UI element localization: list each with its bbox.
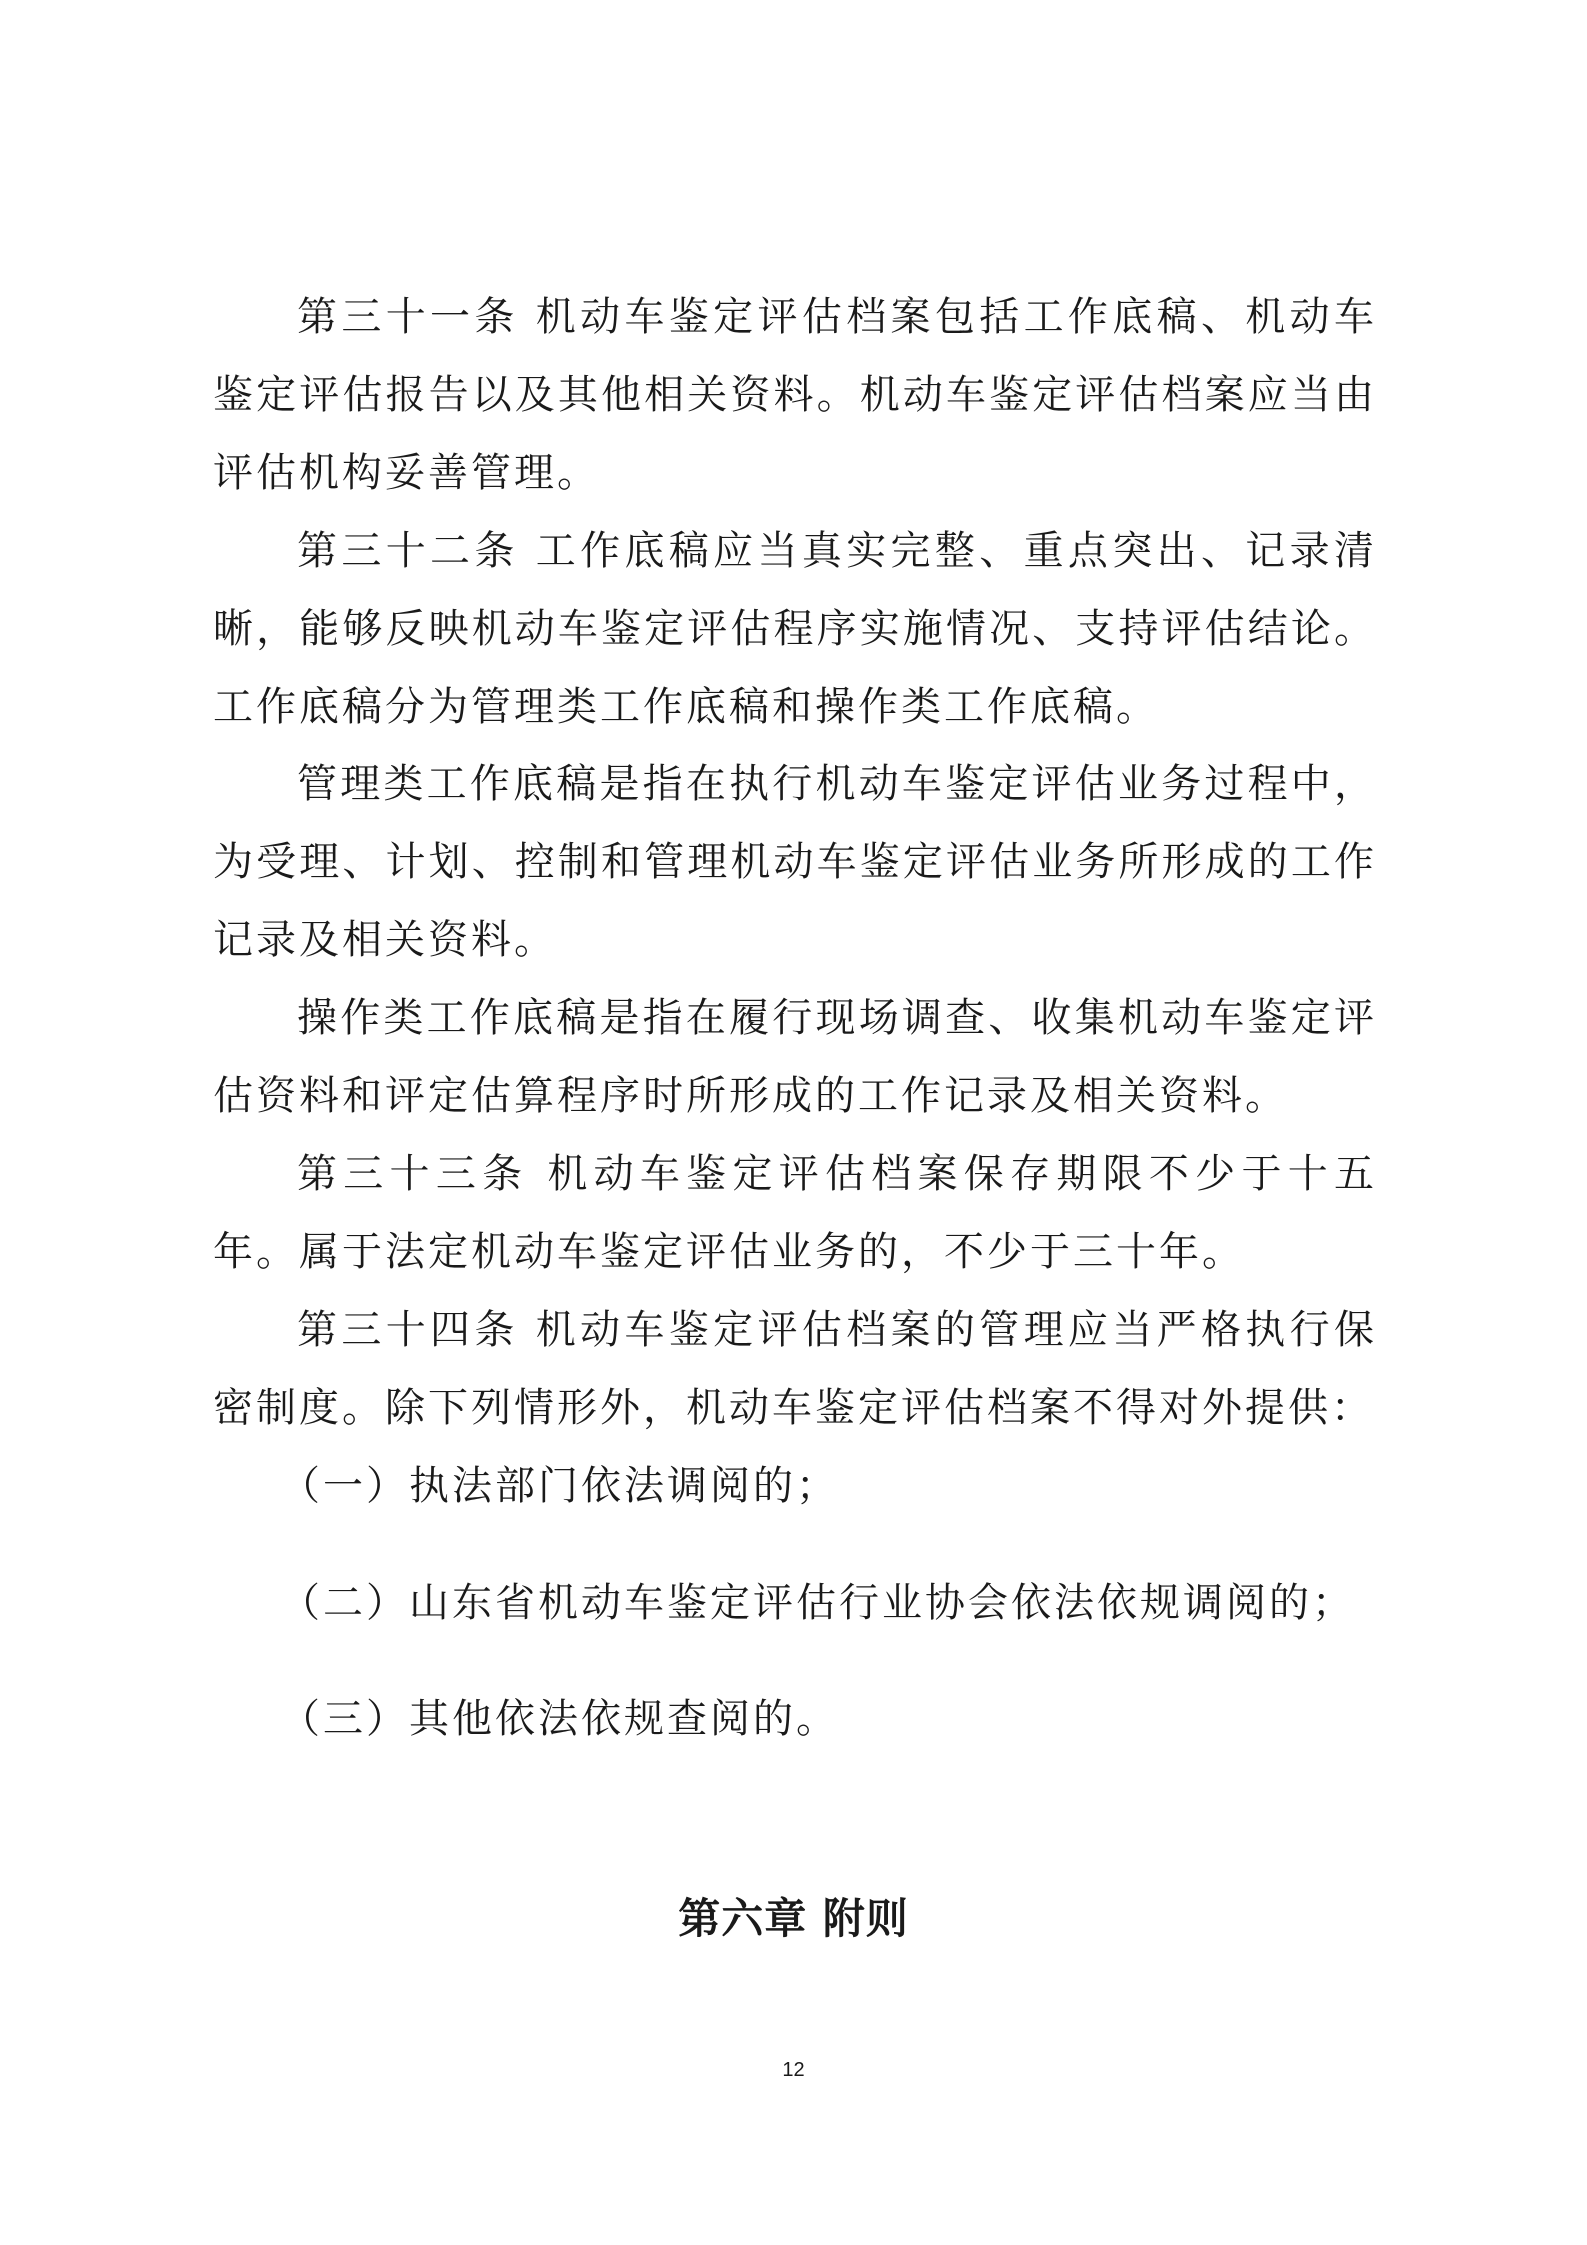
- paragraph-operation-working-papers: 操作类工作底稿是指在履行现场调查、收集机动车鉴定评估资料和评定估算程序时所形成的工作记录及相关资料。: [213, 995, 1377, 1119]
- chapter-title: 第六章 附则: [678, 1894, 909, 1943]
- paragraph-article-33: 第三十三条 机动车鉴定评估档案保存期限不少于十五年。属于法定机动车鉴定评估业务的，不少于三十年。: [213, 1151, 1377, 1275]
- paragraph-management-working-papers: 管理类工作底稿是指在执行机动车鉴定评估业务过程中，为受理、计划、控制和管理机动车鉴定评估业务所形成的工作记录及相关资料。: [213, 761, 1377, 963]
- list-item-1: （一）执法部门依法调阅的；: [280, 1463, 839, 1509]
- list-item-2: （二）山东省机动车鉴定评估行业协会依法依规调阅的；: [280, 1580, 1355, 1626]
- paragraph-article-34: 第三十四条 机动车鉴定评估档案的管理应当严格执行保密制度。除下列情形外，机动车鉴定评估档案不得对外提供：: [213, 1307, 1377, 1431]
- list-item-3: （三）其他依法依规查阅的。: [280, 1696, 839, 1742]
- paragraph-article-32: 第三十二条 工作底稿应当真实完整、重点突出、记录清晰，能够反映机动车鉴定评估程序实施情况、支持评估结论。工作底稿分为管理类工作底稿和操作类工作底稿。: [213, 528, 1377, 730]
- page-number: 12: [782, 2059, 805, 2081]
- paragraph-article-31: 第三十一条 机动车鉴定评估档案包括工作底稿、机动车鉴定评估报告以及其他相关资料。机动车鉴定评估档案应当由评估机构妥善管理。: [213, 294, 1377, 496]
